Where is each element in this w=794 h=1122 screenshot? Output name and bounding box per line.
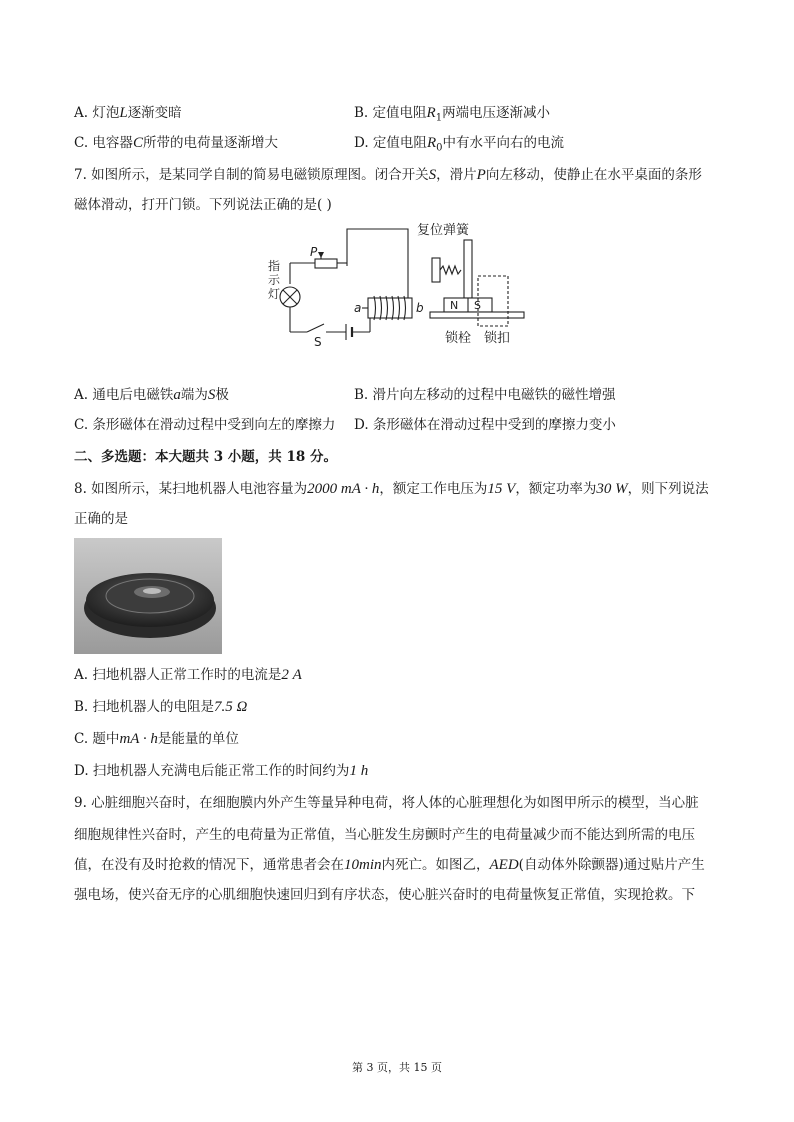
q8-option-a: A. 扫地机器人正常工作时的电流是2 A — [74, 667, 302, 683]
label-catch: 锁扣 — [484, 331, 511, 346]
label-lamp-1: 指 — [268, 259, 281, 273]
q9-stem-line3: 值，在没有及时抢救的情况下，通常患者会在10min内死亡。如图乙，AED(自动体外除颤器)通过贴片产生 — [74, 857, 705, 873]
q9-stem-line2: 细胞规律性兴奋时，产生的电荷量为正常值，当心脏发生房颤时产生的电荷量减少而不能达到所需的电压 — [74, 827, 695, 843]
q8-stem-line1: 8. 如图所示，某扫地机器人电池容量为2000 mA · h，额定工作电压为15 V，额定功率为30 W，则下列说法 — [74, 481, 709, 497]
q6-option-d: D. 定值电阻$R_0$中有水平向右的电流 — [354, 135, 564, 154]
q8-option-c: C. 题中mA · h是能量的单位 — [74, 731, 239, 747]
q7-option-c: C. 条形磁体在滑动过程中受到向左的摩擦力 — [74, 417, 336, 433]
q7-stem-line1: 7. 如图所示，是某同学自制的简易电磁锁原理图。闭合开关S，滑片P向左移动，使静止在水平桌面的条形 — [74, 167, 702, 183]
q7-option-b: B. 滑片向左移动的过程中电磁铁的磁性增强 — [354, 387, 616, 403]
q8-stem-line2: 正确的是 — [74, 511, 128, 527]
label-lamp-3: 灯 — [268, 287, 281, 301]
robot-vacuum-photo — [74, 538, 222, 654]
label-spring: 复位弹簧 — [417, 223, 470, 238]
label-p: P — [310, 245, 318, 259]
label-magnet-s: S — [474, 299, 481, 312]
q6-option-a: A. 灯泡L逐渐变暗 — [74, 105, 182, 121]
section-header-multiple-choice: 二、多选题：本大题共 3 小题，共 18 分。 — [74, 449, 337, 465]
label-a: a — [354, 301, 362, 315]
label-magnet-n: N — [450, 299, 459, 312]
label-b: b — [416, 301, 424, 315]
q6-option-b: B. 定值电阻$R_1$两端电压逐渐减小 — [354, 105, 551, 124]
q7-stem-line2: 磁体滑动，打开门锁。下列说法正确的是( ) — [74, 197, 332, 213]
q6-option-c: C. 电容器C所带的电荷量逐渐增大 — [74, 135, 278, 151]
q7-option-a: A. 通电后电磁铁a端为S极 — [74, 387, 229, 403]
q7-option-d: D. 条形磁体在滑动过程中受到的摩擦力变小 — [354, 417, 616, 433]
label-bolt: 锁栓 — [445, 331, 472, 346]
q8-option-b: B. 扫地机器人的电阻是7.5 Ω — [74, 699, 248, 715]
electromagnetic-lock-diagram — [262, 214, 532, 350]
label-lamp-2: 示 — [268, 273, 281, 287]
label-switch-s: S — [314, 335, 322, 349]
q9-stem-line4: 强电场，使兴奋无序的心肌细胞快速回归到有序状态，使心脏兴奋时的电荷量恢复正常值，实现抢救。下 — [74, 887, 695, 903]
page-footer: 第 3 页，共 15 页 — [352, 1061, 442, 1074]
q9-stem-line1: 9. 心脏细胞兴奋时，在细胞膜内外产生等量异种电荷，将人体的心脏理想化为如图甲所示的模型，当心脏 — [74, 795, 699, 811]
q8-option-d: D. 扫地机器人充满电后能正常工作的时间约为1 h — [74, 763, 369, 779]
